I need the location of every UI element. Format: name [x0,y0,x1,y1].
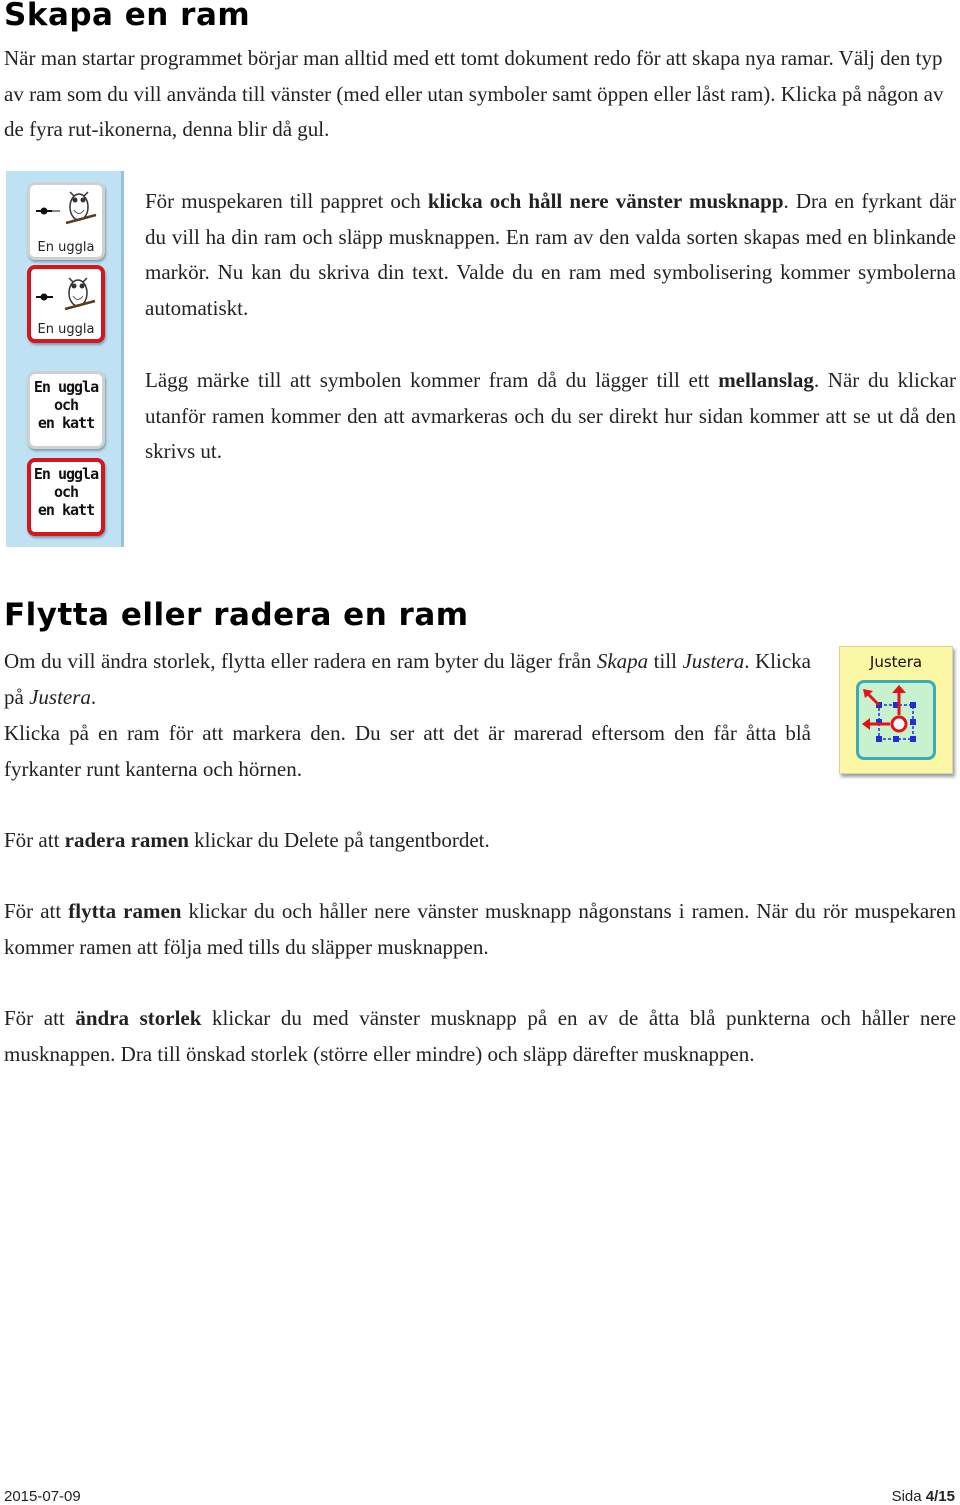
tile-label: En uggla [37,322,95,337]
footer-page-number: Sida 4/15 [891,1488,955,1505]
frame-type-locked-text-button[interactable] [27,458,105,536]
mode-switch-paragraph: Om du vill ändra storlek, flytta eller radera en ram byter du läger från Skapa till Justera. Klicka på Justera. [4,649,811,709]
resize-frame-paragraph: För att ändra storlek klickar du med vänster musknapp på en av de åtta blå punkterna och håller nere musknappen. Dra till önskad storlek (större eller mindre) och släpp därefter musknappen. [4,1006,957,1066]
tile-label: En uggla [37,240,95,255]
heading-flytta-eller-radera: Flytta eller radera en ram [4,597,469,633]
tile-text: En uggla och en katt [33,465,99,519]
instruction-paragraph-draw: För muspekaren till pappret och klicka och håll nere vänster musknapp. Dra en fyrkant där du vill ha din ram och släpp musknappen. En ram av den valda sorten skapas med en blinkande markör. Nu kan du skriva din text. Valde du en ram med symbolisering kommer symbolerna automatiskt. [145,189,956,321]
justera-label: Justera [869,653,923,671]
frame-type-panel [6,171,124,547]
adjust-frame-icon [856,680,936,760]
justera-mode-button[interactable] [839,646,953,774]
heading-skapa-en-ram: Skapa en ram [4,0,251,33]
footer-date: 2015-07-09 [4,1488,81,1505]
move-resize-icon [859,683,933,757]
frame-type-locked-symbol-button[interactable] [27,265,105,343]
frame-type-open-symbol-button[interactable] [27,182,105,260]
instruction-paragraph-space: Lägg märke till att symbolen kommer fram då du lägger till ett mellanslag. När du klickar utanför ramen kommer den att avmarkeras och du ser direkt hur sidan kommer att se ut då den skrivs ut. [145,368,956,464]
frame-type-open-text-button[interactable] [27,371,105,449]
delete-frame-paragraph: För att radera ramen klickar du Delete på tangentbordet. [4,828,490,852]
tile-text: En uggla och en katt [33,378,99,432]
select-frame-paragraph: Klicka på en ram för att markera den. Du ser att det är marerad eftersom den får åtta blå fyrkanter runt kanterna och hörnen. [4,721,811,781]
intro-paragraph: När man startar programmet börjar man alltid med ett tomt dokument redo för att skapa nya ramar. Välj den typ av ram som du vill använda till vänster (med eller utan symboler samt öppen eller låst ram). Klicka på någon av de fyra rut-ikonerna, denna blir då gul. [4,46,944,142]
move-frame-paragraph: För att flytta ramen klickar du och håller nere vänster musknapp någonstans i ramen. När du rör muspekaren kommer ramen att följa med tills du släpper musknappen. [4,899,956,959]
